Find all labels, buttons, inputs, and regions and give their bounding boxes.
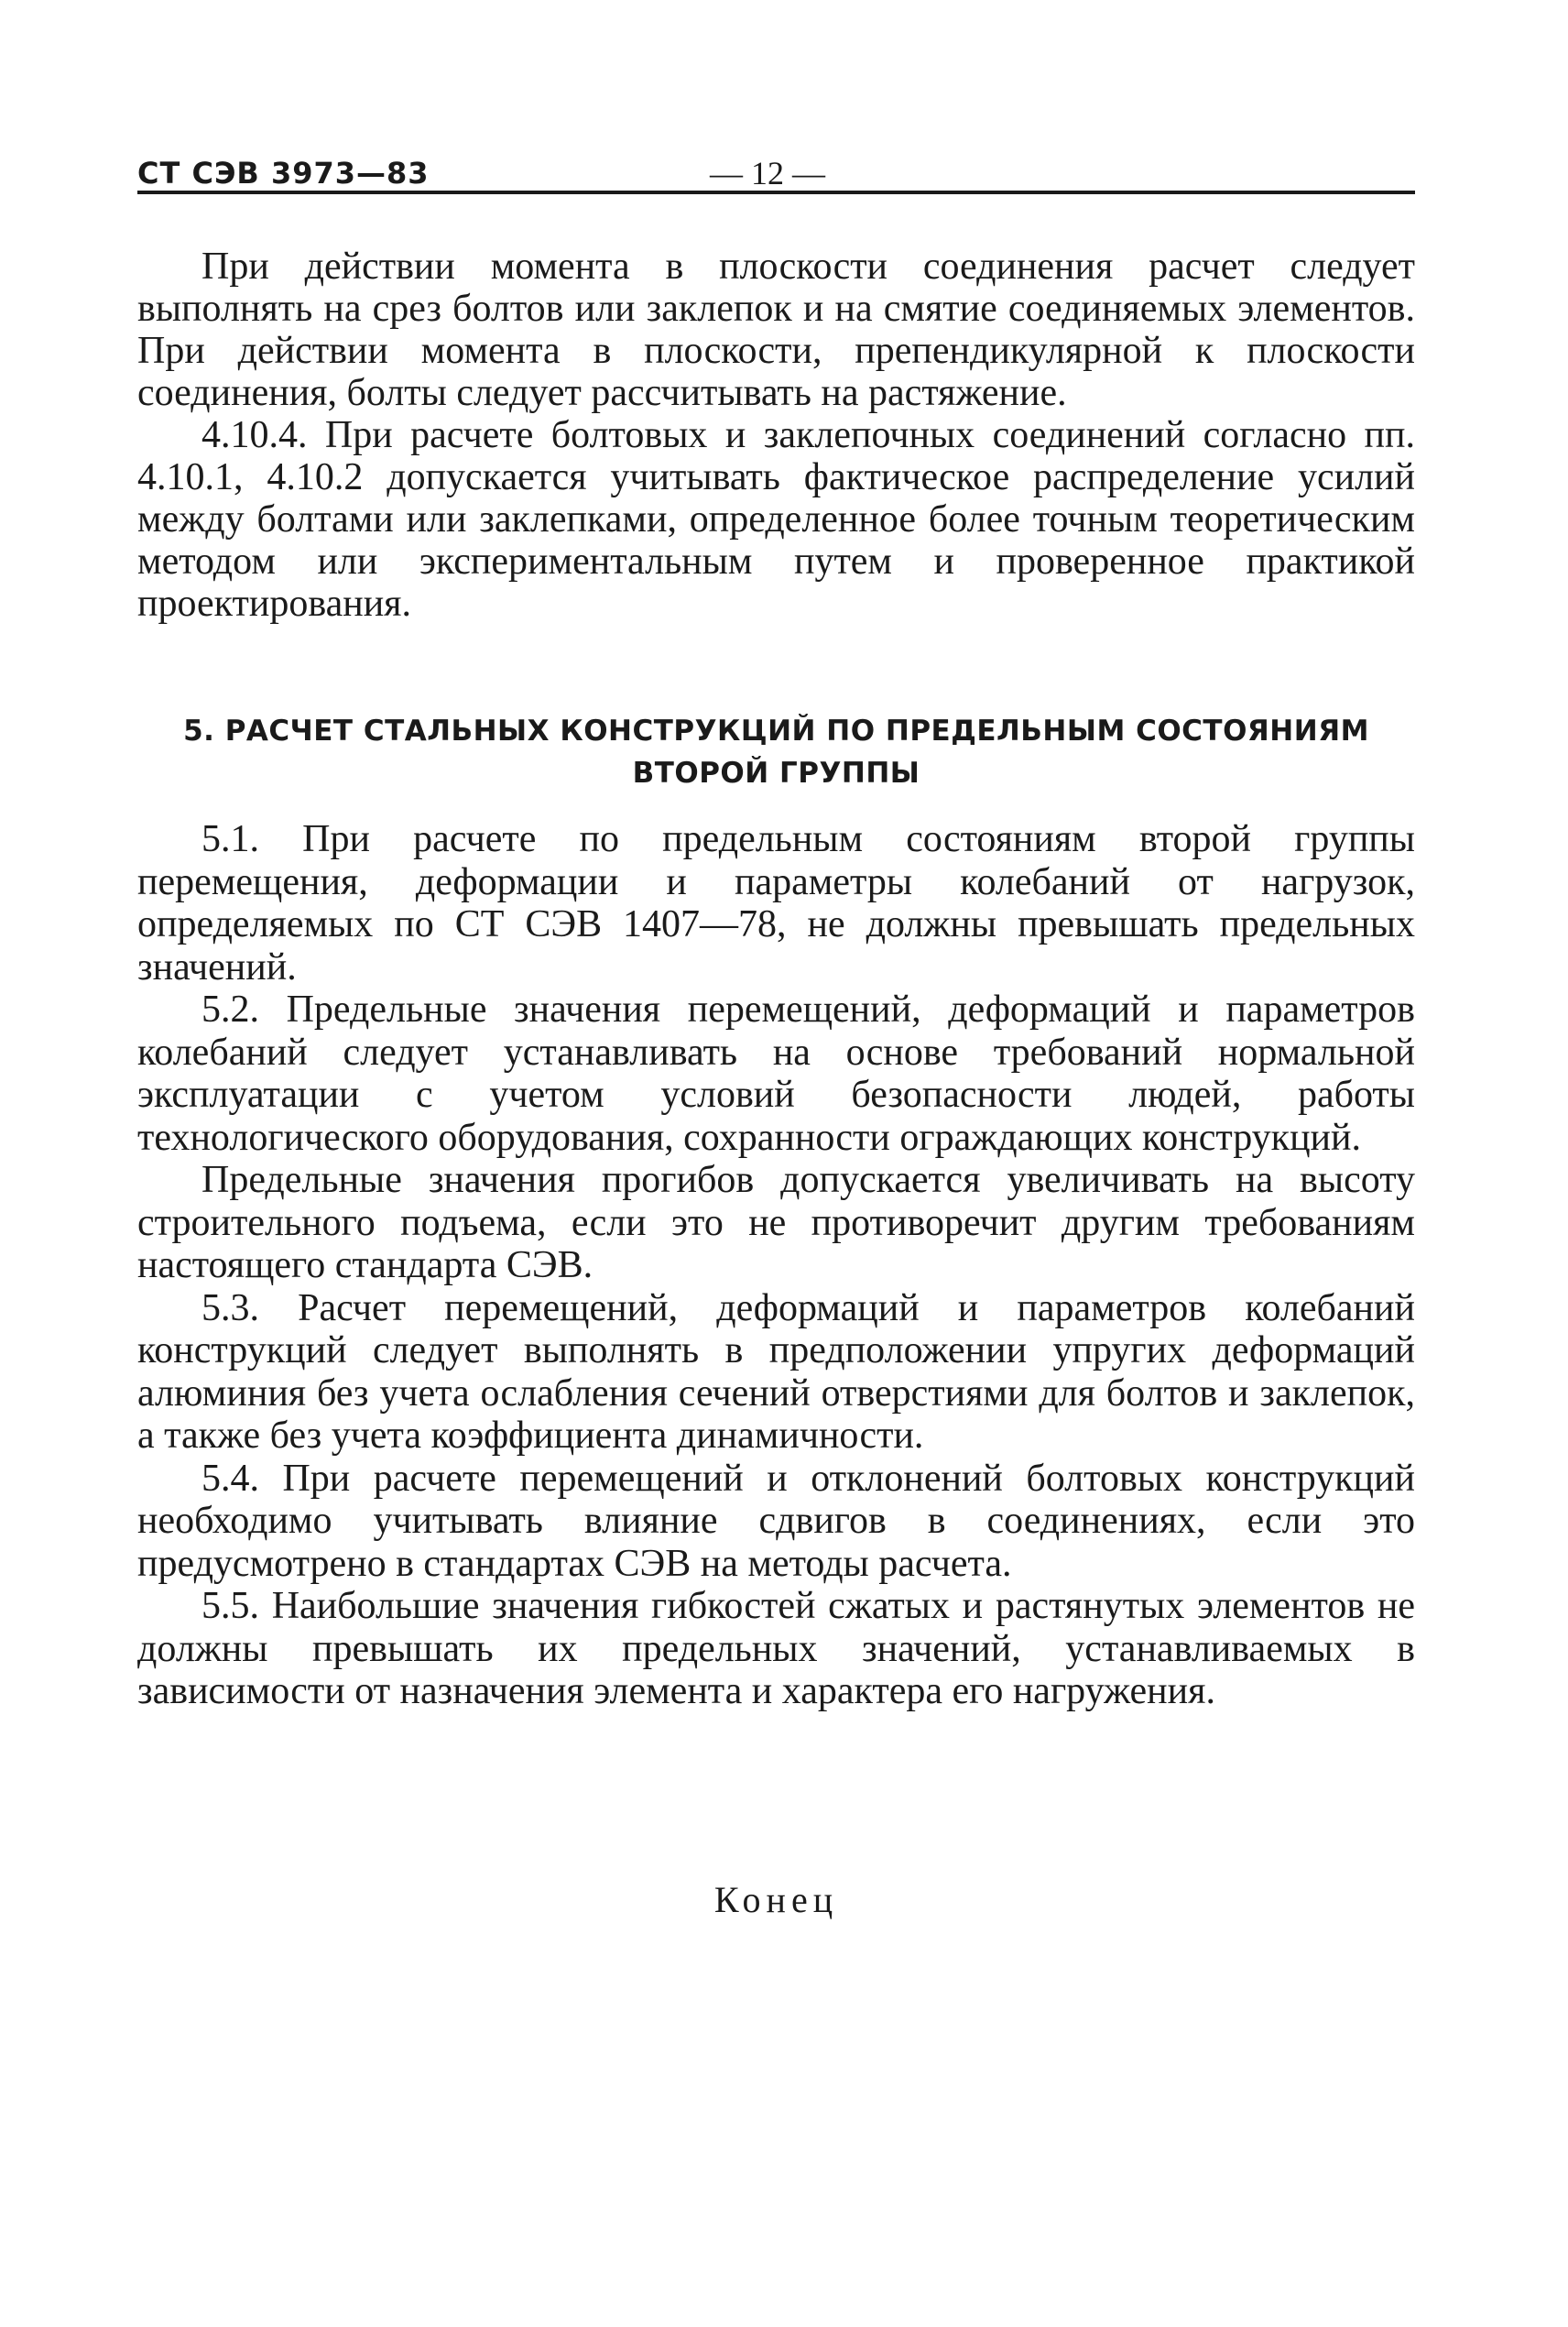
paragraph: 4.10.4. При расчете болтовых и заклепочных соединений согласно пп. 4.10.1, 4.10.2 допускается учитывать фактическое распределение усилий между болтами или заклепками, определенное более точным теоретическим методом или экспериментальным путем и проверенное практикой проектирования. (137, 414, 1415, 625)
body-text-top (137, 246, 1415, 625)
paragraph: 5.3. Расчет перемещений, деформаций и параметров колебаний конструкций следует выполнять в предположении упругих деформаций алюминия без учета ослабления сечений отверстиями для болтов и заклепок, а также без учета коэффициента динамичности. (137, 1286, 1415, 1457)
end-mark: Конец (713, 1879, 839, 1920)
section-heading-line: 5. РАСЧЕТ СТАЛЬНЫХ КОНСТРУКЦИЙ ПО ПРЕДЕЛЬНЫМ СОСТОЯНИЯМ (183, 715, 1369, 748)
paragraph: 5.4. При расчете перемещений и отклонений болтовых конструкций необходимо учитывать влияние сдвигов в соединениях, если это предусмотрено в стандартах СЭВ на методы расчета. (137, 1457, 1415, 1585)
paragraph: 5.1. При расчете по предельным состояниям второй группы перемещения, деформации и параметры колебаний от нагрузок, определяемых по СТ СЭВ 1407—78, не должны превышать предельных значений. (137, 818, 1415, 989)
paragraph: 5.5. Наибольшие значения гибкостей сжатых и растянутых элементов не должны превышать их предельных значений, устанавливаемых в зависимости от назначения элемента и характера его нагружения. (137, 1585, 1415, 1712)
section-heading-line: ВТОРОЙ ГРУППЫ (632, 757, 920, 790)
body-text-bottom (137, 818, 1415, 1713)
paragraph: Предельные значения прогибов допускается увеличивать на высоту строительного подъема, если это не противоречит другим требованиям настоящего стандарта СЭВ. (137, 1159, 1415, 1286)
document-id: СТ СЭВ 3973—83 (137, 156, 430, 191)
paragraph: При действии момента в плоскости соединения расчет следует выполнять на срез болтов или заклепок и на смятие соединяемых элементов. При действии момента в плоскости, препендикулярной к плоскости соединения, болты следует рассчитывать на растяжение. (137, 246, 1415, 414)
paragraph: 5.2. Предельные значения перемещений, деформаций и параметров колебаний следует устанавливать на основе требований нормальной эксплуатации с учетом условий безопасности людей, работы технологического оборудования, сохранности ограждающих конструкций. (137, 989, 1415, 1159)
section-heading (137, 710, 1415, 794)
page-number: — 12 — (710, 155, 825, 191)
header-rule (137, 191, 1415, 194)
